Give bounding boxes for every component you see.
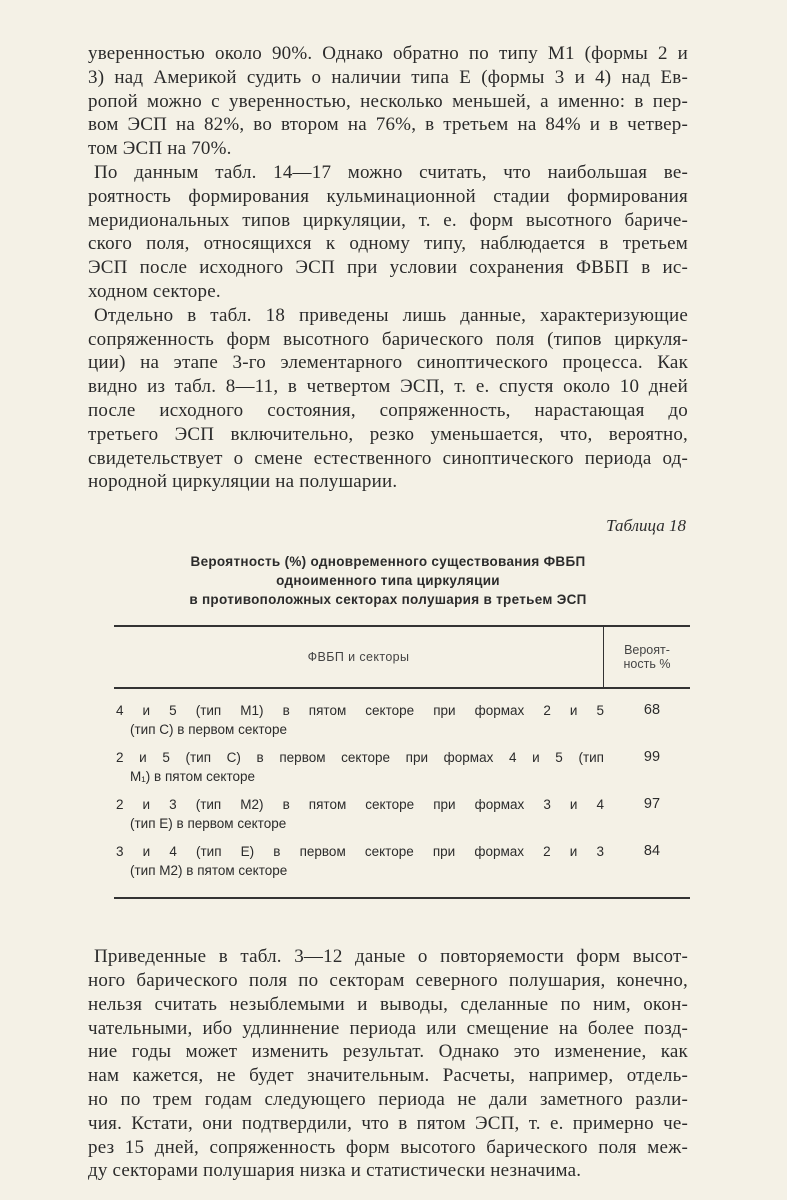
- row-value: 84: [643, 843, 661, 860]
- text-line: 3) над Америкой судить о наличии типа Е (формы 3 и 4) над Ев-: [88, 66, 688, 88]
- text-line: Отдельно в табл. 18 приведены лишь данные, характеризующие: [94, 304, 688, 326]
- text-line: ропой можно с уверенностью, несколько меньшей, а именно: в пер-: [88, 90, 688, 112]
- row-description: [114, 842, 614, 880]
- text-line: чия. Кстати, они подтвердили, что в пятом ЭСП, т. е. примерно че-: [88, 1112, 688, 1134]
- text-line: роятность формирования кульминационной стадии формирования: [88, 185, 688, 207]
- row-description: [114, 795, 614, 833]
- text-line: третьего ЭСП включительно, резко уменьшается, что, вероятно,: [88, 423, 688, 445]
- paragraph-4: [88, 945, 688, 1183]
- row-description: [114, 748, 614, 786]
- row-text-line: (тип Е) в первом секторе: [130, 816, 287, 832]
- table-title-line: одноименного типа циркуляции: [276, 573, 500, 589]
- text-line: ции) на этапе 3-го элементарного синоптического процесса. Как: [88, 352, 688, 374]
- table-title-line: Вероятность (%) одновременного существования ФВБП: [190, 554, 586, 570]
- table-row: [114, 842, 690, 880]
- row-text-line: 3 и 4 (тип Е) в первом секторе при формах 2 и 3: [116, 844, 604, 860]
- table-title-line: в противоположных секторах полушария в третьем ЭСП: [189, 592, 587, 608]
- paragraph-1: [88, 42, 688, 161]
- text-line: чательными, ибо удлиннение периода или смещение на более позд-: [88, 1017, 688, 1039]
- text-line: ского поля, относящихся к одному типу, наблюдается в третьем: [88, 233, 688, 255]
- row-text-line: (тип М2) в пятом секторе: [130, 863, 288, 879]
- text-line: том ЭСП на 70%.: [88, 138, 232, 160]
- table-label: Таблица 18: [606, 516, 686, 536]
- text-line: вом ЭСП на 82%, во втором на 76%, в третьем на 84% и в четвер-: [88, 114, 688, 136]
- table-body: [114, 689, 690, 897]
- text-line: ЭСП после исходного ЭСП при условии сохранения ФВБП в ис-: [88, 257, 688, 279]
- table-row: [114, 701, 690, 739]
- text-line: нельзя считать незыблемыми и выводы, сделанные по ним, окон-: [88, 993, 688, 1015]
- row-value: 99: [643, 749, 661, 766]
- row-text-line: 4 и 5 (тип М1) в пятом секторе при формах 2 и 5: [116, 703, 604, 719]
- text-line: ходном секторе.: [88, 280, 221, 302]
- row-value: 68: [643, 702, 661, 719]
- text-line: По данным табл. 14—17 можно считать, что наибольшая ве-: [94, 161, 688, 183]
- row-description: [114, 701, 614, 739]
- probability-table: [114, 625, 690, 899]
- text-line: уверенностью около 90%. Однако обратно по типу М1 (формы 2 и: [88, 43, 688, 64]
- text-line: но по трем годам следующего периода не дали заметного разли-: [88, 1088, 688, 1110]
- text-line: ного барического поля по секторам северного полушария, конечно,: [88, 969, 688, 991]
- text-line: меридиональных типов циркуляции, т. е. форм высотного бариче-: [88, 209, 688, 231]
- text-line: свидетельствует о смене естественного синоптического периода од-: [88, 447, 688, 469]
- row-text-line: 2 и 5 (тип С) в первом секторе при формах 4 и 5 (тип: [116, 750, 604, 766]
- text-line: ду секторами полушария низка и статистически незначима.: [88, 1160, 582, 1182]
- text-line: рез 15 дней, сопряженность форм высотого барического поля меж-: [88, 1136, 688, 1158]
- row-text-line: 2 и 3 (тип М2) в пятом секторе при формах 3 и 4: [116, 797, 604, 813]
- row-text-line: (тип С) в первом секторе: [130, 722, 287, 738]
- row-text-line: М₁) в пятом секторе: [130, 769, 256, 785]
- text-line: сопряженность форм высотного барического поля (типов циркуля-: [88, 328, 688, 350]
- table-header: [114, 627, 690, 689]
- paragraph-2: [88, 161, 688, 304]
- text-line: нам кажется, не будет значительным. Расчеты, например, отдель-: [88, 1065, 688, 1087]
- header-forms-sectors: ФВБП и секторы: [114, 627, 604, 687]
- header-probability-line: Вероят-: [624, 643, 670, 658]
- table-title: [88, 552, 688, 609]
- text-line: ние годы может изменить результат. Однако это изменение, как: [88, 1041, 688, 1063]
- table-row: [114, 795, 690, 833]
- table-row: [114, 748, 690, 786]
- header-probability: [604, 627, 690, 687]
- text-line: после исходного состояния, сопряженность, нарастающая до: [88, 399, 688, 421]
- paragraph-3: [88, 304, 688, 494]
- page: [88, 42, 688, 1183]
- header-probability-line: ность %: [623, 657, 671, 672]
- row-value: 97: [643, 796, 661, 813]
- text-line: видно из табл. 8—11, в четвертом ЭСП, т. е. спустя около 10 дней: [88, 376, 688, 398]
- text-line: Приведенные в табл. 3—12 даные о повторяемости форм высот-: [94, 946, 688, 968]
- text-line: нородной циркуляции на полушарии.: [88, 471, 398, 493]
